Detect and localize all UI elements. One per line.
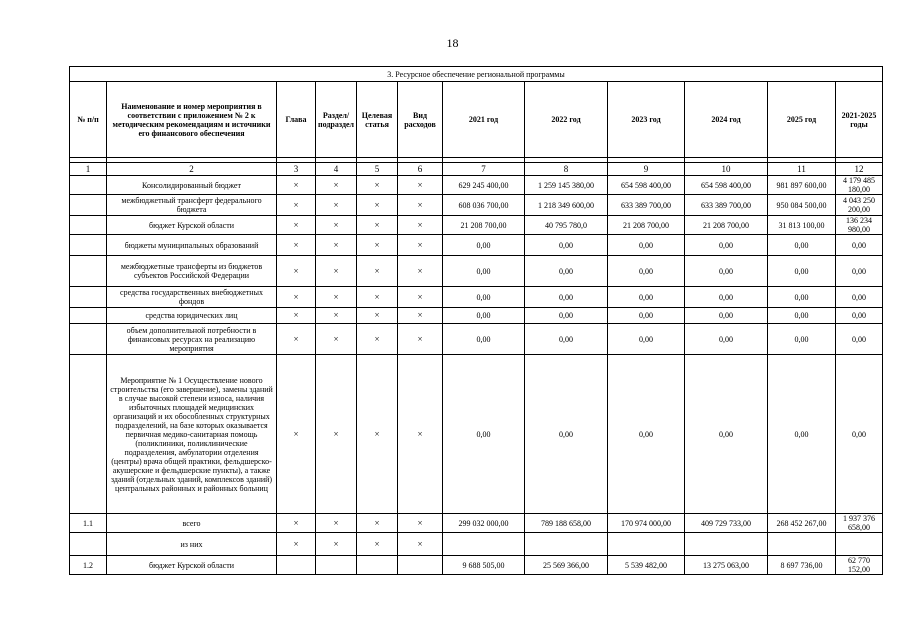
row-total: 62 770 152,00 [836,556,883,575]
row-target-article: × [357,256,398,287]
row-2022: 0,00 [525,256,608,287]
table-row [70,216,883,235]
row-2024: 409 729 733,00 [685,514,768,533]
row-2025: 31 813 100,00 [768,216,836,235]
row-chapter: × [277,355,316,514]
row-2022: 1 218 349 600,00 [525,195,608,216]
row-num: 1.1 [70,514,107,533]
column-number: 12 [836,163,883,176]
row-section: × [316,308,357,324]
row-expense-type: × [398,195,443,216]
row-expense-type: × [398,514,443,533]
row-2023: 0,00 [608,256,685,287]
row-2024 [685,533,768,556]
table-row [70,324,883,355]
header-2022: 2022 год [525,82,608,158]
row-chapter: × [277,324,316,355]
column-number: 4 [316,163,357,176]
row-chapter: × [277,514,316,533]
row-2024: 0,00 [685,256,768,287]
row-2025: 268 452 267,00 [768,514,836,533]
row-total: 0,00 [836,235,883,256]
table-title: 3. Ресурсное обеспечение региональной программы [70,67,883,82]
row-target-article: × [357,195,398,216]
row-target-article: × [357,235,398,256]
row-2023: 0,00 [608,308,685,324]
row-2024: 654 598 400,00 [685,176,768,195]
table-row [70,287,883,308]
column-number: 9 [608,163,685,176]
column-number: 1 [70,163,107,176]
row-2024: 0,00 [685,308,768,324]
row-2023 [608,533,685,556]
row-name: всего [107,514,277,533]
row-2021: 299 032 000,00 [443,514,525,533]
row-section [316,556,357,575]
row-target-article: × [357,176,398,195]
row-total: 0,00 [836,287,883,308]
row-name: средства юридических лиц [107,308,277,324]
row-2021: 0,00 [443,235,525,256]
column-numbers-row [70,163,883,176]
row-2022 [525,533,608,556]
header-target-article: Целевая статья [357,82,398,158]
row-2021: 21 208 700,00 [443,216,525,235]
row-target-article: × [357,533,398,556]
column-number: 10 [685,163,768,176]
row-2025: 0,00 [768,287,836,308]
header-chapter: Глава [277,82,316,158]
row-num [70,256,107,287]
row-total: 0,00 [836,308,883,324]
row-total: 0,00 [836,324,883,355]
row-2021: 0,00 [443,256,525,287]
table-row [70,308,883,324]
row-chapter: × [277,195,316,216]
row-expense-type: × [398,235,443,256]
row-name: из них [107,533,277,556]
row-section: × [316,235,357,256]
row-section: × [316,533,357,556]
page-number: 18 [446,36,459,50]
row-section: × [316,216,357,235]
row-2023: 21 208 700,00 [608,216,685,235]
row-2023: 654 598 400,00 [608,176,685,195]
row-2025: 8 697 736,00 [768,556,836,575]
row-num [70,533,107,556]
resource-table [69,66,883,575]
row-2021: 0,00 [443,324,525,355]
row-target-article: × [357,308,398,324]
header-2023: 2023 год [608,82,685,158]
row-chapter: × [277,216,316,235]
row-name: Мероприятие № 1 Осуществление нового строительства (его завершение), замены зданий в случае высокой степени износа, наличия избыточных площадей медицинских организаций и их обособленных структурных подразделений, на базе которых оказывается первичная медико-санитарная помощь (поликлиники, поликлинические подразделения, амбулатории отделения (центры) врача общей практики, фельдшерско-акушерские и фельдшерские пункты), а также зданий (отдельных зданий, комплексов зданий) центральных районных и районных больниц [107,355,277,514]
row-num [70,235,107,256]
row-num [70,195,107,216]
row-section: × [316,256,357,287]
header-expense-type: Вид расходов [398,82,443,158]
row-target-article: × [357,514,398,533]
column-number: 3 [277,163,316,176]
row-chapter: × [277,176,316,195]
row-2022: 25 569 366,00 [525,556,608,575]
row-2023: 633 389 700,00 [608,195,685,216]
row-num [70,216,107,235]
table-row [70,256,883,287]
header-name: Наименование и номер мероприятия в соответствии с приложением № 2 к методическим рекомендациям и источники его финансового обеспечения [107,82,277,158]
row-num [70,355,107,514]
row-2022: 0,00 [525,235,608,256]
row-2022: 0,00 [525,324,608,355]
table-row [70,556,883,575]
row-2021: 9 688 505,00 [443,556,525,575]
header-2024: 2024 год [685,82,768,158]
row-section: × [316,195,357,216]
row-2022: 1 259 145 380,00 [525,176,608,195]
row-expense-type: × [398,308,443,324]
header-section: Раздел/ подраздел [316,82,357,158]
row-2021: 629 245 400,00 [443,176,525,195]
header-total: 2021-2025 годы [836,82,883,158]
row-2023: 0,00 [608,287,685,308]
row-2023: 0,00 [608,324,685,355]
row-section: × [316,324,357,355]
row-target-article: × [357,216,398,235]
row-2024: 0,00 [685,235,768,256]
row-total: 1 937 376 658,00 [836,514,883,533]
row-total: 4 179 485 180,00 [836,176,883,195]
row-2024: 13 275 063,00 [685,556,768,575]
row-2023: 0,00 [608,235,685,256]
row-total: 136 234 980,00 [836,216,883,235]
row-expense-type: × [398,324,443,355]
row-2021: 0,00 [443,355,525,514]
column-number: 2 [107,163,277,176]
row-chapter: × [277,533,316,556]
row-num [70,176,107,195]
row-section: × [316,176,357,195]
row-name: бюджет Курской области [107,556,277,575]
row-expense-type: × [398,216,443,235]
row-2025 [768,533,836,556]
row-2021: 608 036 700,00 [443,195,525,216]
row-expense-type: × [398,287,443,308]
row-target-article: × [357,287,398,308]
row-chapter: × [277,235,316,256]
row-2021 [443,533,525,556]
row-2025: 981 897 600,00 [768,176,836,195]
row-section: × [316,355,357,514]
row-2024: 0,00 [685,355,768,514]
row-2021: 0,00 [443,308,525,324]
table-row [70,355,883,514]
row-expense-type: × [398,176,443,195]
row-name: средства государственных внебюджетных фондов [107,287,277,308]
row-2022: 0,00 [525,287,608,308]
row-2025: 950 084 500,00 [768,195,836,216]
row-2024: 0,00 [685,324,768,355]
row-total: 0,00 [836,256,883,287]
row-num [70,324,107,355]
row-chapter: × [277,287,316,308]
header-num: № п/п [70,82,107,158]
row-2023: 5 539 482,00 [608,556,685,575]
row-num [70,287,107,308]
row-expense-type [398,556,443,575]
row-expense-type: × [398,533,443,556]
row-2025: 0,00 [768,308,836,324]
row-chapter: × [277,308,316,324]
row-chapter [277,556,316,575]
row-2023: 0,00 [608,355,685,514]
header-row [70,82,883,158]
table-row [70,195,883,216]
row-name: Консолидированный бюджет [107,176,277,195]
row-2023: 170 974 000,00 [608,514,685,533]
row-section: × [316,287,357,308]
row-num [70,308,107,324]
row-2021: 0,00 [443,287,525,308]
row-target-article: × [357,324,398,355]
row-2025: 0,00 [768,256,836,287]
row-2022: 0,00 [525,355,608,514]
row-2025: 0,00 [768,355,836,514]
row-name: межбюджетные трансферты из бюджетов субъектов Российской Федерации [107,256,277,287]
row-name: межбюджетный трансферт федерального бюджета [107,195,277,216]
column-number: 7 [443,163,525,176]
row-2024: 633 389 700,00 [685,195,768,216]
row-total: 4 043 250 200,00 [836,195,883,216]
row-num: 1.2 [70,556,107,575]
column-number: 11 [768,163,836,176]
table-row [70,176,883,195]
table-row [70,235,883,256]
row-target-article [357,556,398,575]
header-2025: 2025 год [768,82,836,158]
row-name: объем дополнительной потребности в финансовых ресурсах на реализацию мероприятия [107,324,277,355]
row-total [836,533,883,556]
row-section: × [316,514,357,533]
row-2024: 21 208 700,00 [685,216,768,235]
row-expense-type: × [398,256,443,287]
row-2022: 789 188 658,00 [525,514,608,533]
row-expense-type: × [398,355,443,514]
column-number: 5 [357,163,398,176]
header-2021: 2021 год [443,82,525,158]
table-row [70,514,883,533]
row-2022: 40 795 780,0 [525,216,608,235]
row-chapter: × [277,256,316,287]
column-number: 6 [398,163,443,176]
row-2025: 0,00 [768,324,836,355]
row-2025: 0,00 [768,235,836,256]
row-name: бюджет Курской области [107,216,277,235]
table-row [70,533,883,556]
row-name: бюджеты муниципальных образований [107,235,277,256]
row-2022: 0,00 [525,308,608,324]
row-total: 0,00 [836,355,883,514]
row-2024: 0,00 [685,287,768,308]
column-number: 8 [525,163,608,176]
row-target-article: × [357,355,398,514]
